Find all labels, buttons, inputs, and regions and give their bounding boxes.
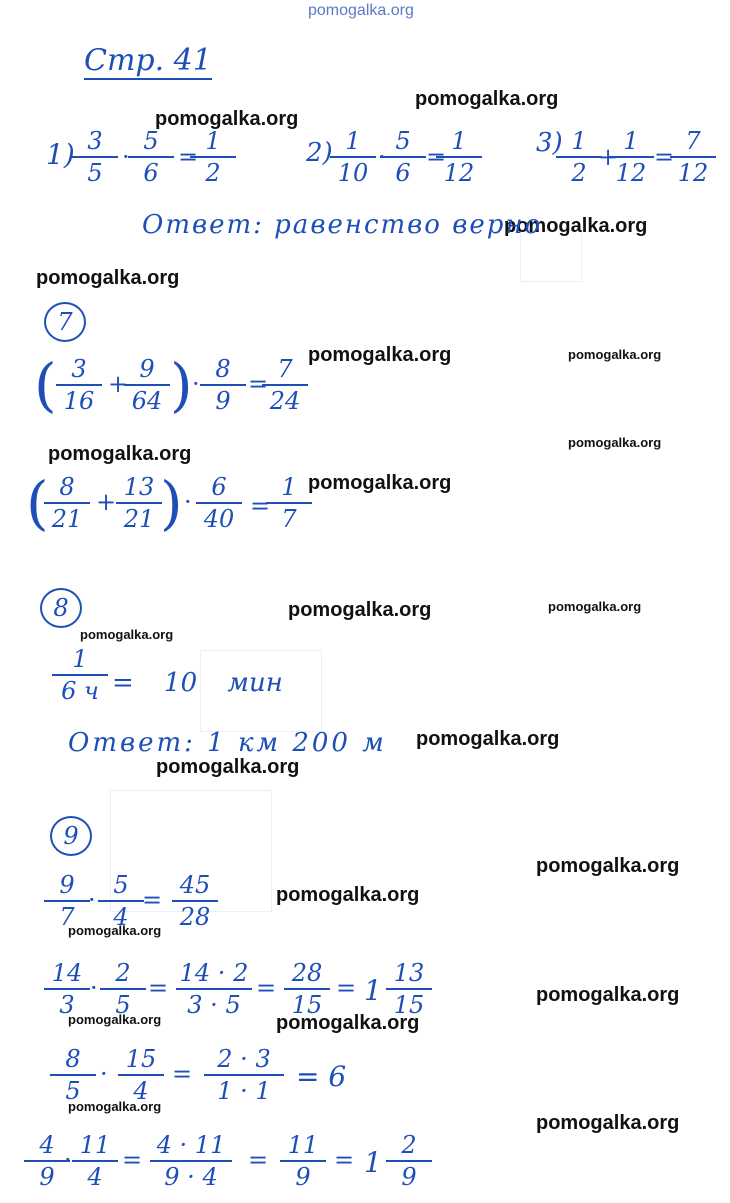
- fraction: $\frac{7}{24}$: [262, 356, 308, 414]
- fraction: $\frac{1}{2}$: [556, 128, 602, 186]
- watermark: pomogalka.org: [415, 88, 559, 110]
- fraction: $\frac{5}{6}$: [128, 128, 174, 186]
- fraction: $\frac{4 \cdot 11}{9 \cdot 4}$: [150, 1132, 232, 1190]
- watermark: pomogalka.org: [36, 267, 180, 289]
- task-number-badge: 7: [44, 302, 86, 342]
- item-label: 1): [46, 138, 75, 171]
- multiply-sign: ·: [192, 370, 200, 398]
- multiply-sign: ·: [64, 1146, 72, 1174]
- answer-text: Ответ: 1 км 200 м: [68, 728, 387, 758]
- fraction: $\frac{11}{4}$: [72, 1132, 118, 1190]
- plus-sign: +: [108, 370, 129, 398]
- watermark: pomogalka.org: [155, 108, 299, 130]
- multiply-sign: ·: [100, 1060, 108, 1088]
- watermark: pomogalka.org: [48, 443, 192, 465]
- fraction: $\frac{9}{7}$: [44, 872, 90, 930]
- open-paren: (: [34, 351, 57, 419]
- equals-sign: =: [178, 143, 199, 171]
- watermark: pomogalka.org: [416, 728, 560, 750]
- equals-sign: =: [122, 1146, 143, 1174]
- task-number-badge: 8: [40, 588, 82, 628]
- watermark: pomogalka.org: [68, 1099, 162, 1114]
- answer-text: Ответ: равенство верно: [142, 210, 543, 240]
- watermark: pomogalka.org: [288, 599, 432, 621]
- fraction: $\frac{2}{5}$: [100, 960, 146, 1018]
- watermark: pomogalka.org: [548, 599, 642, 614]
- equals-sign: =: [250, 492, 271, 520]
- fraction: $\frac{6}{40}$: [196, 474, 242, 532]
- fraction: $\frac{13}{21}$: [116, 474, 162, 532]
- page-title: Стр. 41: [84, 43, 212, 78]
- watermark: pomogalka.org: [308, 2, 414, 19]
- result-text: = 6: [296, 1060, 347, 1093]
- fraction: $\frac{8}{5}$: [50, 1046, 96, 1104]
- watermark: pomogalka.org: [156, 756, 300, 778]
- fraction: $\frac{7}{12}$: [670, 128, 716, 186]
- watermark: pomogalka.org: [568, 347, 662, 362]
- watermark: pomogalka.org: [68, 1012, 162, 1027]
- equals-sign: =: [654, 143, 675, 171]
- equals-sign: =: [334, 1146, 355, 1174]
- watermark: pomogalka.org: [536, 1112, 680, 1134]
- watermark: pomogalka.org: [504, 215, 648, 237]
- watermark: pomogalka.org: [536, 855, 680, 877]
- fraction: $\frac{1}{2}$: [190, 128, 236, 186]
- equals-sign: =: [172, 1060, 193, 1088]
- fraction: $\frac{3}{5}$: [72, 128, 118, 186]
- watermark: pomogalka.org: [536, 984, 680, 1006]
- watermark: pomogalka.org: [276, 884, 420, 906]
- close-paren: ): [160, 469, 183, 537]
- fraction: $\frac{8}{21}$: [44, 474, 90, 532]
- fraction: $\frac{2}{9}$: [386, 1132, 432, 1190]
- mixed-whole: 1: [364, 974, 382, 1007]
- fraction: $\frac{13}{15}$: [386, 960, 432, 1018]
- fraction: $\frac{1}{7}$: [266, 474, 312, 532]
- fraction: $\frac{3}{16}$: [56, 356, 102, 414]
- fraction: $\frac{1}{10}$: [330, 128, 376, 186]
- operator: ·: [122, 143, 130, 171]
- equals-sign: =: [248, 1146, 269, 1174]
- close-paren: ): [170, 351, 193, 419]
- watermark: pomogalka.org: [80, 627, 174, 642]
- multiply-sign: ·: [184, 488, 192, 516]
- fraction: $\frac{14}{3}$: [44, 960, 90, 1018]
- equals-sign: =: [248, 370, 269, 398]
- fraction: $\frac{4}{9}$: [24, 1132, 70, 1190]
- fraction: $\frac{9}{64}$: [124, 356, 170, 414]
- multiply-sign: ·: [90, 974, 98, 1002]
- open-paren: (: [26, 469, 49, 537]
- fraction: $\frac{8}{9}$: [200, 356, 246, 414]
- item-label: 2): [306, 138, 333, 168]
- fraction: $\frac{1}{12}$: [436, 128, 482, 186]
- item-label: 3): [536, 128, 563, 158]
- fraction: $\frac{14 \cdot 2}{3 \cdot 5}$: [176, 960, 252, 1018]
- operator: +: [598, 143, 619, 171]
- mixed-whole: 1: [364, 1146, 382, 1179]
- fraction: $\frac{11}{9}$: [280, 1132, 326, 1190]
- watermark: pomogalka.org: [308, 472, 452, 494]
- task-number-badge: 9: [50, 816, 92, 856]
- operator: ·: [378, 143, 386, 171]
- multiply-sign: ·: [88, 886, 96, 914]
- fraction: 1 6 ч: [52, 646, 108, 704]
- fraction: $\frac{1}{12}$: [608, 128, 654, 186]
- fraction: $\frac{2 \cdot 3}{1 \cdot 1}$: [204, 1046, 284, 1104]
- fraction: $\frac{45}{28}$: [172, 872, 218, 930]
- plus-sign: +: [96, 488, 117, 516]
- equals-sign: =: [426, 143, 447, 171]
- equals-sign: =: [142, 886, 163, 914]
- fraction: $\frac{15}{4}$: [118, 1046, 164, 1104]
- watermark: pomogalka.org: [68, 923, 162, 938]
- equals-sign: =: [336, 974, 357, 1002]
- fraction: $\frac{5}{4}$: [98, 872, 144, 930]
- watermark: pomogalka.org: [568, 435, 662, 450]
- equals-sign: =: [256, 974, 277, 1002]
- watermark: pomogalka.org: [276, 1012, 420, 1034]
- fraction: $\frac{5}{6}$: [380, 128, 426, 186]
- watermark: pomogalka.org: [308, 344, 452, 366]
- equation-text: = 10 мин: [112, 668, 283, 698]
- fraction: $\frac{28}{15}$: [284, 960, 330, 1018]
- equals-sign: =: [148, 974, 169, 1002]
